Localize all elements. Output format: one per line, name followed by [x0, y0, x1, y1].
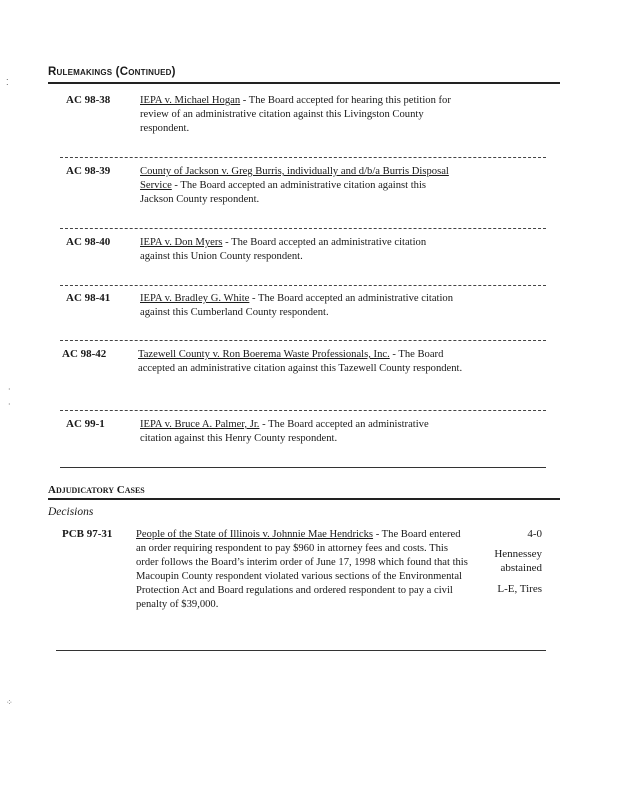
vote-count: 4-0: [527, 528, 542, 540]
scan-speck: ·: [8, 400, 11, 409]
case-id: AC 98-42: [62, 348, 107, 360]
case-entry: [140, 236, 458, 264]
case-caption: IEPA v. Don Myers: [140, 237, 223, 248]
entry-divider: [60, 157, 546, 158]
case-caption: IEPA v. Bradley G. White: [140, 293, 250, 304]
case-id: AC 98-38: [66, 94, 111, 106]
scan-speck: ⁚: [6, 78, 9, 87]
case-entry: [140, 292, 468, 320]
case-id: PCB 97-31: [62, 528, 113, 540]
case-text: - The Board accepted an administrative citation against this Henry County respondent.: [140, 419, 429, 444]
case-text: - The Board accepted an administrative citation against this Cumberland County respondent.: [140, 293, 454, 318]
subheading-decisions: Decisions: [48, 506, 94, 518]
case-entry: [140, 165, 458, 207]
vote-note: abstained: [500, 562, 542, 574]
case-text: - The Board accepted an administrative citation against this Jackson County respondent.: [140, 180, 427, 205]
case-entry: [140, 418, 458, 446]
case-id: AC 99-1: [66, 418, 105, 430]
case-caption: IEPA v. Bruce A. Palmer, Jr.: [140, 419, 260, 430]
vote-note: Hennessey: [494, 548, 542, 560]
case-caption: Tazewell County v. Ron Boerema Waste Professionals, Inc.: [138, 349, 390, 360]
case-text: - The Board accepted an administrative citation against this Union County respondent.: [140, 237, 427, 262]
section-heading-rulemakings: Rulemakings (Continued): [48, 66, 176, 78]
case-entry: [140, 94, 458, 136]
case-entry: [138, 348, 466, 376]
section-rule: [48, 82, 560, 84]
case-id: AC 98-41: [66, 292, 111, 304]
section-rule: [48, 498, 560, 500]
entry-divider: [56, 650, 546, 651]
case-text: - The Board entered an order requiring respondent to pay $960 in attorney fees and costs. This order follows the Board’s interim order of June 17, 1998 which found that this Macoupin County respondent violated various sections of the Environmental Protection Act and Board regulations and ordered respondent to pay a civil penalty of $39,000.: [136, 529, 468, 610]
case-text: - The Board accepted an administrative citation against this Tazewell County respondent.: [138, 349, 463, 374]
entry-divider: [60, 467, 546, 468]
entry-divider: [60, 228, 546, 229]
case-caption: People of the State of Illinois v. Johnnie Mae Hendricks: [136, 529, 374, 540]
case-category: L-E, Tires: [497, 583, 542, 595]
entry-divider: [60, 340, 546, 341]
entry-divider: [60, 410, 546, 411]
case-caption: County of Jackson v. Greg Burris, individually and d/b/a Burris Disposal Service: [140, 166, 449, 191]
scan-speck: ⁘: [6, 698, 13, 707]
section-heading-adjudicatory: Adjudicatory Cases: [48, 484, 145, 496]
case-id: AC 98-39: [66, 165, 111, 177]
case-caption: IEPA v. Michael Hogan: [140, 95, 241, 106]
case-text: - The Board accepted for hearing this petition for review of an administrative citation against this Livingston County respondent.: [140, 95, 451, 134]
case-id: AC 98-40: [66, 236, 111, 248]
case-entry: [136, 528, 468, 612]
scan-speck: ·: [8, 385, 11, 394]
entry-divider: [60, 285, 546, 286]
